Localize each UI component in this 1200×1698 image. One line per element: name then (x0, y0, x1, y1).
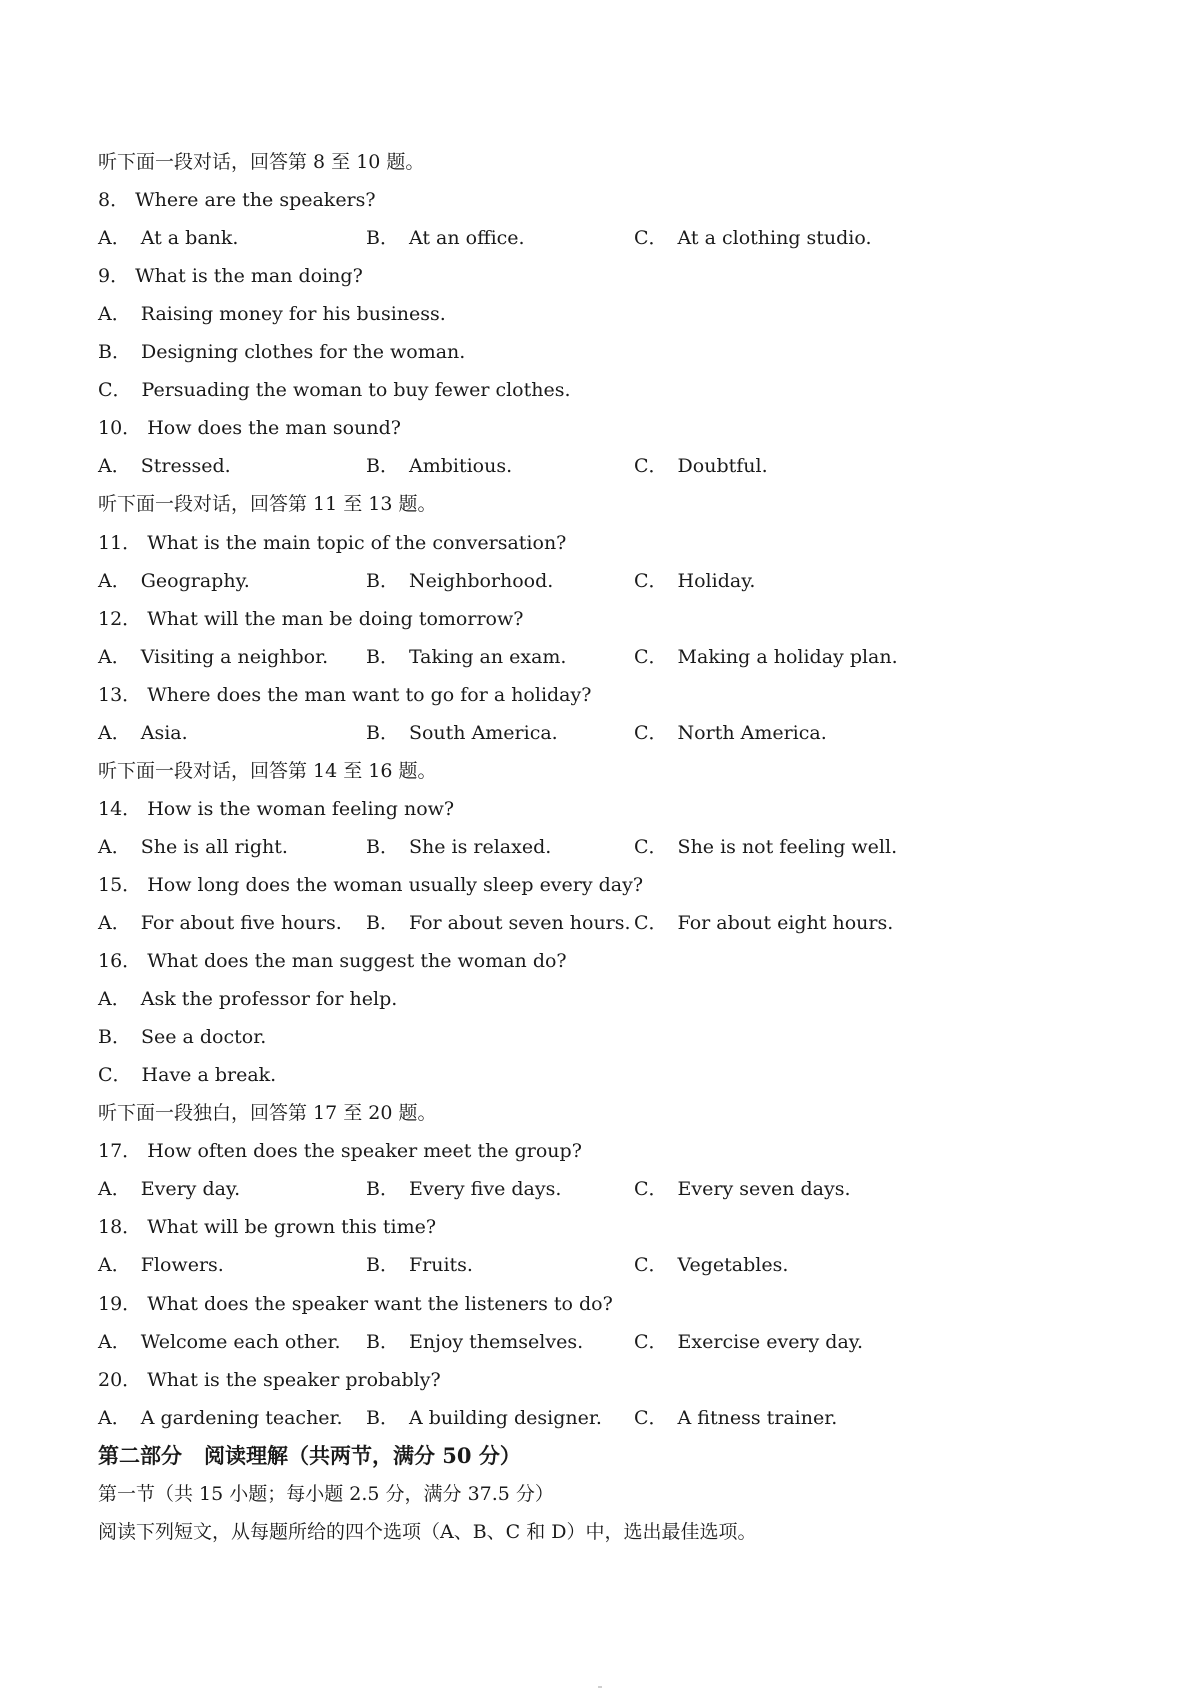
option-text: Fruits. (408, 1254, 473, 1277)
question-text: What is the man doing? (135, 265, 363, 288)
option-letter: A． (98, 645, 131, 668)
option-letter: A． (98, 227, 131, 250)
question-line (98, 181, 1098, 219)
answer-option (366, 1399, 602, 1437)
question-line (98, 790, 1098, 828)
question-line (98, 1132, 1098, 1170)
answer-option (634, 447, 768, 485)
option-letter: C． (634, 227, 668, 250)
option-text: A fitness trainer. (677, 1406, 838, 1429)
answer-option (98, 1056, 1098, 1094)
option-text: Stressed. (140, 455, 231, 478)
option-letter: A． (98, 988, 131, 1011)
question-text: Where does the man want to go for a holiday? (147, 683, 592, 706)
question-number: 10． (98, 417, 142, 440)
option-letter: A． (98, 1178, 131, 1201)
option-letter: C． (634, 1330, 668, 1353)
answer-option (634, 1246, 788, 1284)
answer-option (98, 1170, 240, 1208)
question-text: What does the man suggest the woman do? (147, 950, 567, 972)
question-text: What is the main topic of the conversation? (147, 531, 567, 554)
answer-option (98, 219, 238, 257)
question-text: How long does the woman usually sleep every day? (147, 873, 644, 896)
answer-options-row (98, 1399, 1098, 1437)
instruction-text: 听下面一段对话，回答第 11 至 13 题。 (98, 493, 437, 516)
question-line (98, 866, 1098, 904)
answer-option (98, 1018, 1098, 1056)
option-text: For about seven hours. (408, 912, 631, 934)
option-text: South America. (408, 721, 558, 744)
question-line (98, 409, 1098, 447)
option-letter: B． (98, 1026, 131, 1049)
option-text: Holiday. (677, 569, 756, 592)
question-number: 11． (98, 531, 142, 554)
option-letter: B． (366, 835, 399, 858)
option-text: Flowers. (140, 1254, 224, 1277)
option-text: Ambitious. (408, 455, 513, 478)
answer-option (366, 562, 553, 600)
question-number: 9． (98, 265, 130, 288)
question-text: What is the speaker probably? (147, 1368, 441, 1391)
question-text: How does the man sound? (147, 417, 401, 440)
question-line (98, 524, 1098, 562)
answer-options-row (98, 562, 1098, 600)
option-text: For about eight hours. (677, 912, 894, 934)
question-text: How is the woman feeling now? (147, 797, 455, 820)
answer-options-row (98, 638, 1098, 676)
instruction-text: 第一节（共 15 小题；每小题 2.5 分，满分 37.5 分） (98, 1482, 554, 1505)
part-label: 第二部分 (98, 1442, 182, 1468)
option-text: At a bank. (140, 227, 239, 250)
option-text: See a doctor. (140, 1026, 267, 1049)
option-letter: C． (634, 1178, 668, 1201)
option-text: At a clothing studio. (677, 227, 872, 250)
option-text: She is not feeling well. (677, 835, 898, 858)
instruction-text: 听下面一段独白，回答第 17 至 20 题。 (98, 1102, 437, 1125)
answer-option (98, 1323, 341, 1361)
option-letter: B． (366, 455, 399, 478)
option-text: Taking an exam. (408, 645, 567, 668)
question-line (98, 1285, 1098, 1323)
answer-option (366, 638, 566, 676)
answer-option (98, 447, 231, 485)
question-number: 17． (98, 1140, 142, 1163)
answer-option (98, 295, 1098, 333)
section-instruction (98, 752, 1098, 790)
section-instruction (98, 1094, 1098, 1132)
option-letter: B． (366, 569, 399, 592)
answer-option (634, 562, 755, 600)
option-text: Doubtful. (677, 455, 768, 478)
option-text: Ask the professor for help. (140, 988, 398, 1011)
option-text: Every five days. (408, 1178, 562, 1201)
option-letter: C． (98, 379, 132, 402)
option-letter: B． (366, 721, 399, 744)
answer-option (366, 447, 512, 485)
answer-option (366, 219, 525, 257)
question-number: 13． (98, 683, 142, 706)
option-letter: B． (366, 1178, 399, 1201)
answer-option (98, 980, 1098, 1018)
answer-options-row (98, 1246, 1098, 1284)
instruction-text: 听下面一段对话，回答第 14 至 16 题。 (98, 759, 437, 782)
question-number: 14． (98, 797, 142, 820)
part-heading (98, 1437, 1098, 1475)
option-text: She is all right. (140, 835, 288, 858)
option-text: Raising money for his business. (140, 303, 446, 326)
answer-option (98, 714, 188, 752)
answer-options-row (98, 447, 1098, 485)
question-number: 16． (98, 950, 142, 972)
option-text: Enjoy themselves. (408, 1330, 584, 1353)
option-letter: A． (98, 1254, 131, 1277)
answer-option (366, 904, 631, 942)
question-text: What will the man be doing tomorrow? (147, 607, 524, 630)
option-text: Every day. (140, 1178, 241, 1201)
answer-option (634, 1399, 837, 1437)
answer-option (98, 333, 1098, 371)
option-letter: C． (634, 721, 668, 744)
option-text: Persuading the woman to buy fewer clothes. (141, 379, 571, 402)
answer-option (98, 371, 1098, 409)
question-line (98, 1208, 1098, 1246)
answer-options-row (98, 714, 1098, 752)
option-text: Welcome each other. (140, 1330, 341, 1353)
option-text: Have a break. (141, 1064, 277, 1087)
option-text: Making a holiday plan. (677, 645, 898, 668)
question-text: How often does the speaker meet the group? (147, 1140, 582, 1163)
option-text: Geography. (140, 569, 250, 592)
answer-option (366, 1170, 561, 1208)
option-letter: A． (98, 912, 131, 934)
part-title: 阅读理解（共两节，满分 50 分） (204, 1442, 521, 1468)
option-text: She is relaxed. (408, 835, 552, 858)
answer-option (634, 828, 897, 866)
answer-option (634, 714, 827, 752)
answer-option (634, 904, 893, 942)
option-text: Vegetables. (677, 1254, 789, 1277)
answer-options-row (98, 1323, 1098, 1361)
section-instruction (98, 1513, 1098, 1551)
answer-option (366, 1323, 583, 1361)
option-letter: C． (634, 645, 668, 668)
section-instruction (98, 143, 1098, 181)
question-line (98, 942, 1098, 980)
question-number: 18． (98, 1216, 142, 1239)
question-line (98, 1361, 1098, 1399)
option-letter: A． (98, 1330, 131, 1353)
question-number: 12． (98, 607, 142, 630)
answer-option (98, 904, 342, 942)
option-letter: C． (634, 1254, 668, 1277)
question-number: 19． (98, 1292, 142, 1315)
question-number: 15． (98, 873, 142, 896)
answer-option (98, 1246, 224, 1284)
question-text: What will be grown this time? (147, 1216, 437, 1239)
question-text: Where are the speakers? (135, 189, 376, 212)
option-letter: B． (366, 1406, 399, 1429)
answer-options-row (98, 904, 1098, 942)
answer-option (634, 1170, 851, 1208)
option-letter: A． (98, 455, 131, 478)
option-letter: C． (634, 1406, 668, 1429)
option-letter: A． (98, 1406, 131, 1429)
instruction-text: 听下面一段对话，回答第 8 至 10 题。 (98, 151, 425, 173)
option-letter: B． (366, 227, 399, 250)
option-letter: B． (98, 341, 131, 364)
option-letter: B． (366, 645, 399, 668)
question-number: 8． (98, 189, 130, 212)
option-text: Visiting a neighbor. (140, 645, 329, 668)
option-text: Exercise every day. (677, 1330, 864, 1353)
answer-options-row (98, 1170, 1098, 1208)
option-text: Every seven days. (677, 1178, 851, 1201)
option-text: Neighborhood. (408, 569, 554, 592)
option-letter: A． (98, 721, 131, 744)
question-line (98, 257, 1098, 295)
answer-option (366, 1246, 473, 1284)
option-letter: B． (366, 912, 399, 934)
answer-option (366, 714, 558, 752)
question-line (98, 676, 1098, 714)
answer-option (98, 828, 288, 866)
page-footer-mark (598, 1686, 602, 1688)
answer-option (98, 562, 250, 600)
answer-option (366, 828, 551, 866)
answer-options-row (98, 828, 1098, 866)
answer-option (98, 1399, 343, 1437)
answer-option (634, 219, 872, 257)
option-letter: A． (98, 835, 131, 858)
option-letter: C． (634, 569, 668, 592)
option-letter: C． (98, 1064, 132, 1087)
answer-option (634, 638, 898, 676)
option-text: Asia. (140, 721, 188, 744)
question-number: 20． (98, 1368, 142, 1391)
option-letter: C． (634, 455, 668, 478)
option-text: For about five hours. (140, 912, 342, 934)
option-text: North America. (677, 721, 827, 744)
option-text: At an office. (408, 227, 525, 250)
question-text: What does the speaker want the listeners to do? (147, 1292, 613, 1315)
section-instruction (98, 485, 1098, 523)
option-letter: A． (98, 303, 131, 326)
option-letter: A． (98, 569, 131, 592)
option-text: Designing clothes for the woman. (140, 341, 466, 364)
answer-option (98, 638, 328, 676)
option-letter: C． (634, 912, 668, 934)
section-instruction (98, 1475, 1098, 1513)
option-letter: C． (634, 835, 668, 858)
question-line (98, 600, 1098, 638)
instruction-text: 阅读下列短文，从每题所给的四个选项（A、B、C 和 D）中，选出最佳选项。 (98, 1520, 757, 1543)
option-letter: B． (366, 1254, 399, 1277)
option-letter: B． (366, 1330, 399, 1353)
option-text: A gardening teacher. (140, 1406, 343, 1429)
answer-options-row (98, 219, 1098, 257)
answer-option (634, 1323, 863, 1361)
option-text: A building designer. (408, 1406, 602, 1429)
